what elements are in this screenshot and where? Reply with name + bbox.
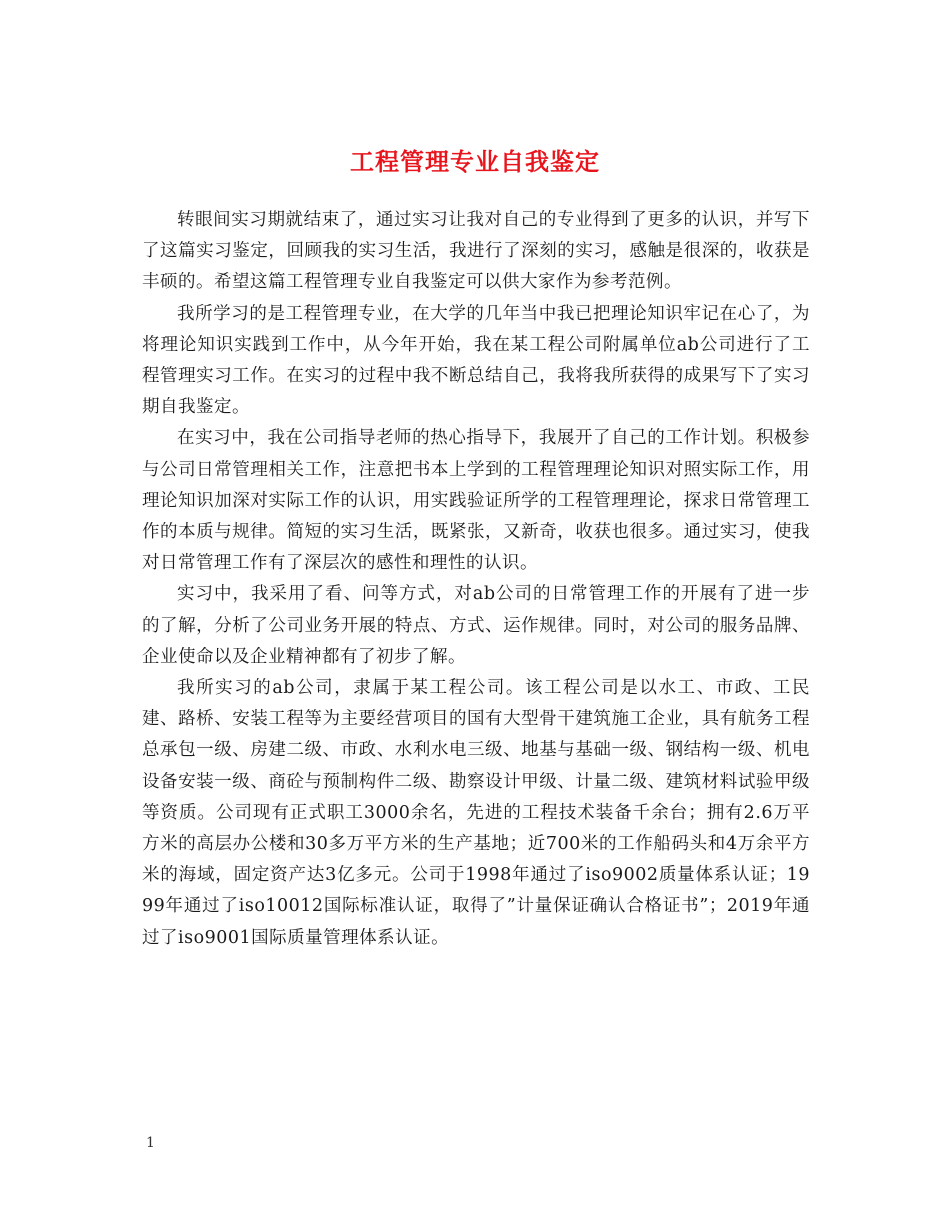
paragraph-3: 在实习中，我在公司指导老师的热心指导下，我展开了自己的工作计划。积极参与公司日常管理相关工作，注意把书本上学到的工程管理理论知识对照实际工作，用理论知识加深对实际工作的认识，用实践验证所学的工程管理理论，探求日常管理工作的本质与规律。简短的实习生活，既紧张，又新奇，收获也很多。通过实习，使我对日常管理工作有了深层次的感性和理性的认识。 (142, 428, 810, 574)
paragraph-5: 我所实习的ab公司，隶属于某工程公司。该工程公司是以水工、市政、工民建、路桥、安装工程等为主要经营项目的国有大型骨干建筑施工企业，具有航务工程总承包一级、房建二级、市政、水利水电三级、地基与基础一级、钢结构一级、机电设备安装一级、商砼与预制构件二级、勘察设计甲级、计量二级、建筑材料试验甲级等资质。公司现有正式职工3000余名，先进的工程技术装备千余台；拥有2.6万平方米的高层办公楼和30多万平方米的生产基地；近700米的工作船码头和4万余平方米的海域，固定资产达3亿多元。公司于1998年通过了iso9002质量体系认证；1999年通过了iso10012国际标准认证，取得了”计量保证确认合格证书”；2019年通过了iso9001国际质量管理体系认证。 (142, 678, 810, 948)
paragraph-2: 我所学习的是工程管理专业，在大学的几年当中我已把理论知识牢记在心了，为将理论知识实践到工作中，从今年开始，我在某工程公司附属单位ab公司进行了工程管理实习工作。在实习的过程中我不断总结自己，我将我所获得的成果写下了实习期自我鉴定。 (142, 303, 810, 418)
document-body (142, 205, 810, 954)
paragraph-4: 实习中，我采用了看、问等方式，对ab公司的日常管理工作的开展有了进一步的了解，分析了公司业务开展的特点、方式、运作规律。同时，对公司的服务品牌、企业使命以及企业精神都有了初步了解。 (142, 584, 810, 667)
paragraph-1: 转眼间实习期就结束了，通过实习让我对自己的专业得到了更多的认识，并写下了这篇实习鉴定，回顾我的实习生活，我进行了深刻的实习，感触是很深的，收获是丰硕的。希望这篇工程管理专业自我鉴定可以供大家作为参考范例。 (142, 210, 810, 293)
page-number: 1 (146, 1135, 155, 1151)
document-title: 工程管理专业自我鉴定 (350, 147, 600, 177)
